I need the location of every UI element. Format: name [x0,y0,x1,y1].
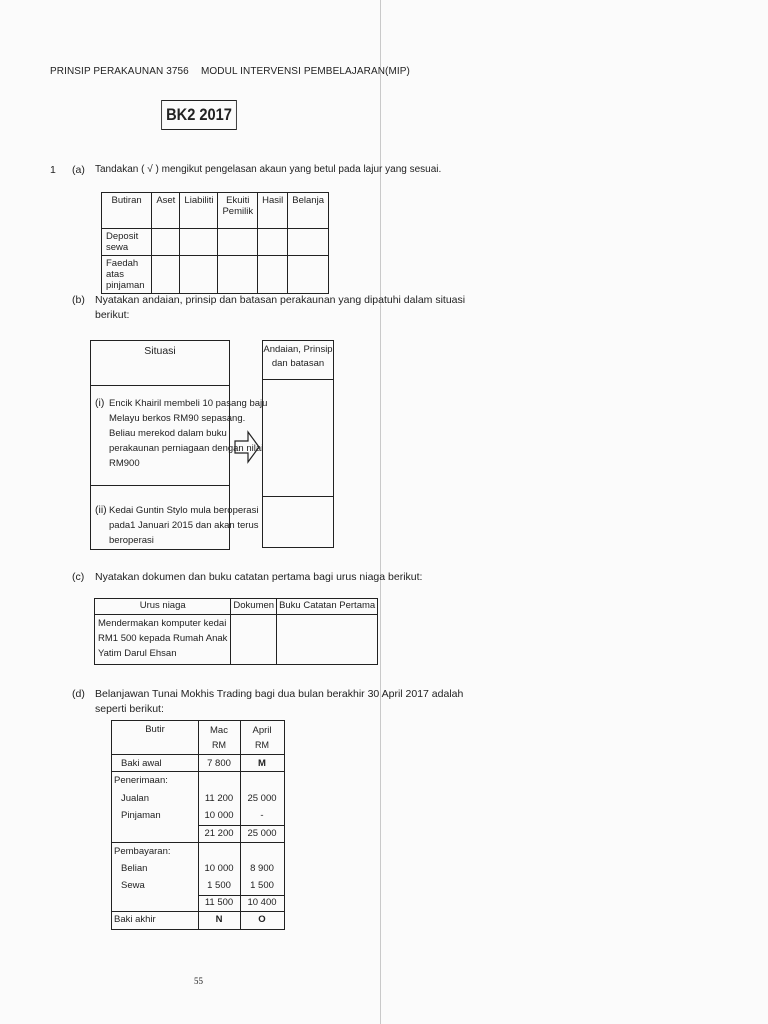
col-aset: Aset [152,193,180,229]
col-butiran: Butiran [102,193,152,229]
item-i-text: Encik Khairil membeli 10 pasang baju Melayu berkos RM90 sepasang. Beliau merekod dalam buku perakaunan perniagaan dengan nilai RM900 [109,398,268,469]
part-b-instruction-1: Nyatakan andaian, prinsip dan batasan perakaunan yang dipatuhi dalam situasi [95,294,466,306]
situasi-box [90,340,268,550]
classification-table [101,192,329,294]
row-deposit-sewa: Deposit sewa [102,229,152,256]
part-c-instruction: Nyatakan dokumen dan buku catatan pertama bagi urus niaga berikut: [95,571,423,583]
cash-budget-table [111,720,285,930]
answer-cell [152,256,180,294]
answer-cell [288,229,329,256]
row-baki-awal: Baki awal [121,758,162,769]
col-mac: Mac [210,725,228,736]
answer-cell [258,256,288,294]
page-title: BK2 2017 [161,100,237,130]
col-april: April [252,725,272,736]
cell-total: 10 400 [247,897,277,908]
col-belanja: Belanja [288,193,329,229]
col-hasil: Hasil [258,193,288,229]
item-ii-text: Kedai Guntin Stylo mula beroperasi pada1 Januari 2015 dan akan terus beroperasi [109,505,259,546]
col-april-unit: RM [255,740,269,750]
col-buku-catatan: Buku Catatan Pertama [277,599,378,615]
cell-value: 25 000 [247,793,277,804]
row-faedah: Faedah atas pinjaman [102,256,152,294]
row-penerimaan: Penerimaan: [114,775,168,786]
cell-value: O [258,914,266,925]
answer-cell [258,229,288,256]
item-i-label: (i) [95,397,105,409]
row-baki-akhir: Baki akhir [114,914,156,925]
answer-cell [288,256,329,294]
part-d-instruction-1: Belanjawan Tunai Mokhis Trading bagi dua bulan berakhir 30 April 2017 adalah [95,688,464,700]
col-ekuiti: Ekuiti Pemilik [218,193,258,229]
cell-value: 1 500 [207,880,231,891]
cell-total: 11 500 [204,897,234,908]
transaction-table [94,598,378,665]
col-butir: Butir [145,724,165,735]
row-jualan: Jualan [121,793,149,804]
answer-cell [218,256,258,294]
page-divider [380,0,381,1024]
cell-value: N [215,914,223,925]
part-d-instruction-2: seperti berikut: [95,703,164,715]
answer-cell [152,229,180,256]
cell-value: 10 000 [204,810,234,821]
row-pembayaran: Pembayaran: [114,846,171,857]
part-d-label: (d) [72,688,85,700]
cell-total: 25 000 [247,828,277,839]
cell-value: - [260,810,264,821]
answer-box [262,340,334,548]
row-sewa: Sewa [121,880,145,891]
part-c-label: (c) [72,571,85,583]
right-arrow-icon [234,430,260,464]
part-b-instruction-2: berikut: [95,309,130,321]
item-ii-label: (ii) [95,504,107,516]
answer-cell [180,256,218,294]
row-pinjaman: Pinjaman [121,810,161,821]
cell-value: 10 000 [204,863,234,874]
cell-value: 7 800 [207,758,231,769]
header-subject: PRINSIP PERAKAUNAN 3756 [50,66,189,77]
cell-value: 8 900 [250,863,274,874]
situasi-header: Situasi [144,345,176,357]
cell-total: 21 200 [204,828,234,839]
answer-cell [231,615,277,665]
row-belian: Belian [121,863,148,874]
cell-value: M [258,758,266,769]
col-urus-niaga: Urus niaga [95,599,231,615]
part-b-label: (b) [72,294,85,306]
answer-cell [218,229,258,256]
answer-header: Andaian, Prinsip dan batasan [263,344,333,369]
cell-value: 11 200 [204,793,234,804]
col-mac-unit: RM [212,740,226,750]
part-a-instruction: Tandakan ( √ ) mengikut pengelasan akaun yang betul pada lajur yang sesuai. [95,164,442,175]
answer-cell [277,615,378,665]
page-number: 55 [194,976,203,986]
cell-value: 1 500 [250,880,274,891]
col-dokumen: Dokumen [231,599,277,615]
part-a-label: (a) [72,164,85,176]
transaction-description: Mendermakan komputer kedai RM1 500 kepada Rumah Anak Yatim Darul Ehsan [95,615,231,665]
col-liabiliti: Liabiliti [180,193,218,229]
answer-cell [180,229,218,256]
question-number: 1 [50,164,56,176]
header-module: MODUL INTERVENSI PEMBELAJARAN(MIP) [201,66,410,77]
